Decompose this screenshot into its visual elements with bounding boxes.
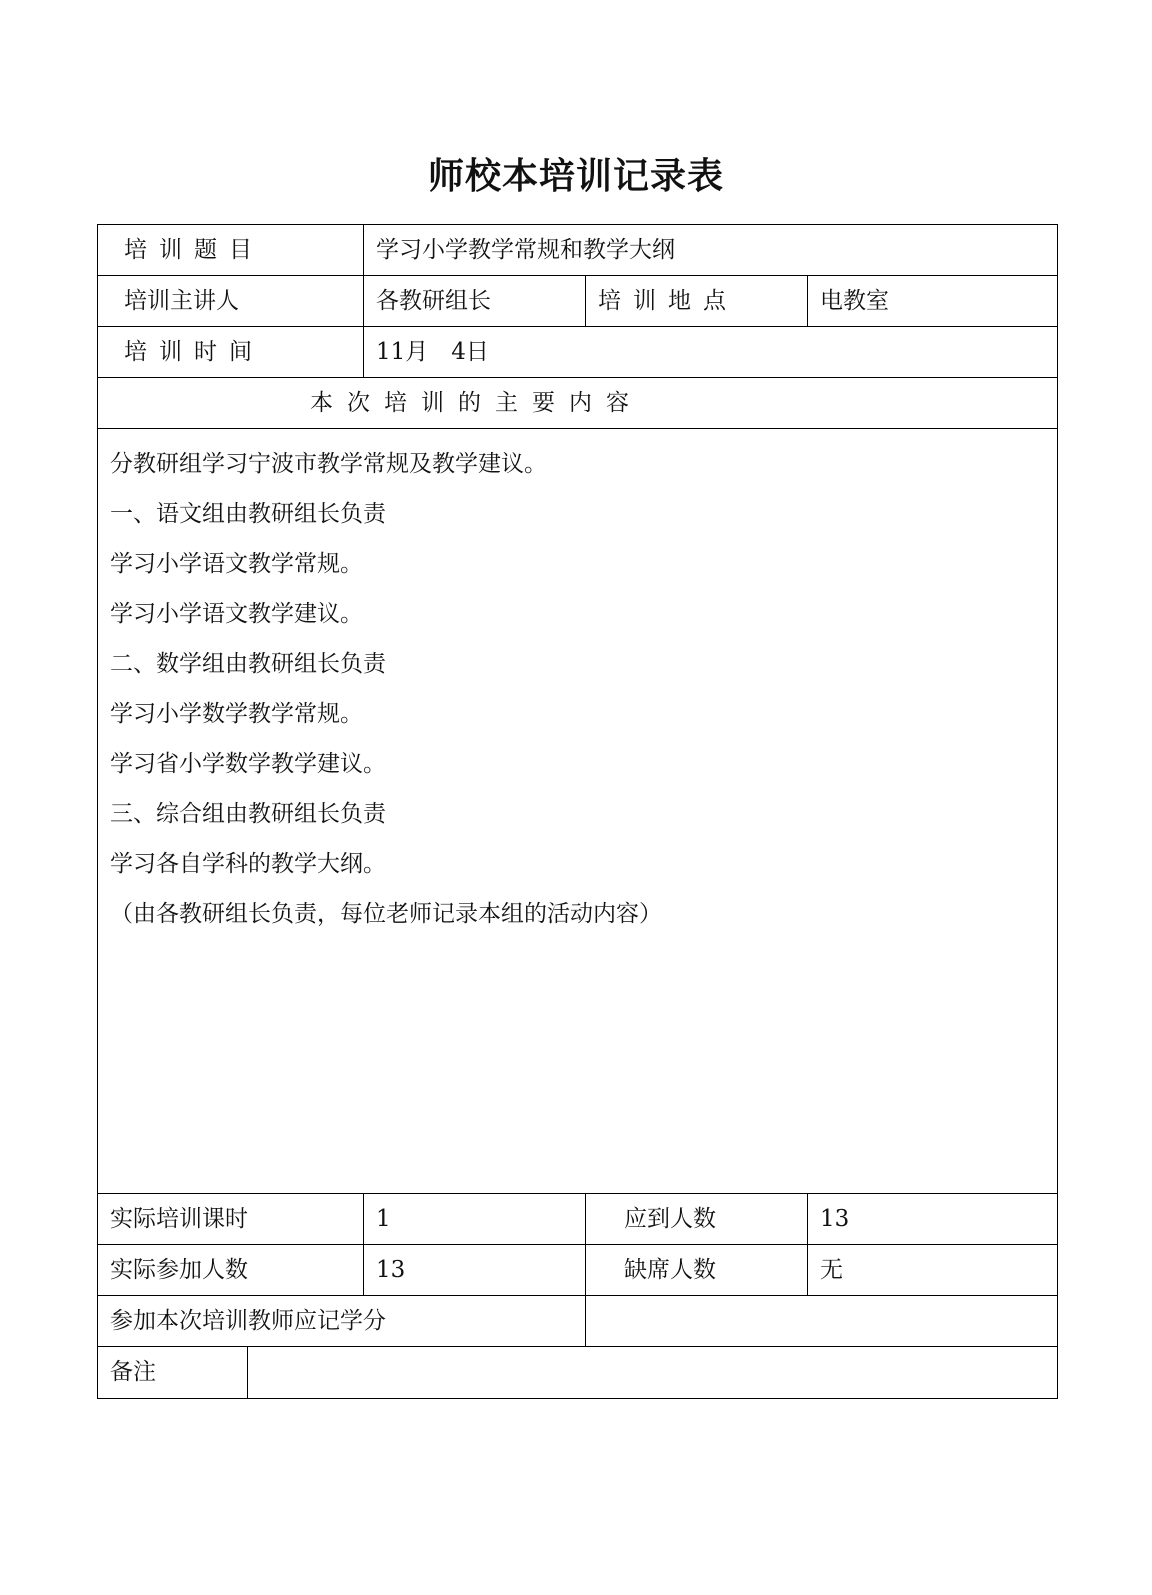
time-row bbox=[98, 327, 1058, 378]
topic-value[interactable]: 学习小学教学常规和教学大纲 bbox=[364, 225, 1058, 276]
speaker-label: 培训主讲人 bbox=[98, 276, 364, 327]
remarks-row bbox=[98, 1347, 1058, 1399]
hours-row bbox=[98, 1194, 1058, 1245]
content-line: （由各教研组长负责，每位老师记录本组的活动内容） bbox=[110, 901, 662, 927]
location-label: 培训地点 bbox=[586, 276, 808, 327]
content-line: 学习省小学数学教学建议。 bbox=[110, 751, 386, 777]
content-header-row bbox=[98, 378, 1058, 429]
expected-value[interactable]: 13 bbox=[808, 1194, 1058, 1245]
time-value[interactable]: 11月 4日 bbox=[364, 327, 1058, 378]
attended-label: 实际参加人数 bbox=[98, 1245, 364, 1296]
training-record-table bbox=[97, 224, 1058, 1399]
content-line: 分教研组学习宁波市教学常规及教学建议。 bbox=[110, 451, 547, 477]
content-line: 学习各自学科的教学大纲。 bbox=[110, 851, 386, 877]
attendance-row bbox=[98, 1245, 1058, 1296]
hours-label: 实际培训课时 bbox=[98, 1194, 364, 1245]
content-body[interactable] bbox=[98, 429, 1058, 1194]
time-label: 培训时间 bbox=[98, 327, 364, 378]
expected-label: 应到人数 bbox=[586, 1194, 808, 1245]
credit-row bbox=[98, 1296, 1058, 1347]
remarks-label: 备注 bbox=[98, 1347, 248, 1399]
content-line: 一、语文组由教研组长负责 bbox=[110, 501, 386, 527]
attended-value[interactable]: 13 bbox=[364, 1245, 586, 1296]
topic-row bbox=[98, 225, 1058, 276]
speaker-row bbox=[98, 276, 1058, 327]
absent-value[interactable]: 无 bbox=[808, 1245, 1058, 1296]
credit-value[interactable] bbox=[586, 1296, 1058, 1347]
content-line: 学习小学语文教学建议。 bbox=[110, 601, 363, 627]
content-line: 二、数学组由教研组长负责 bbox=[110, 651, 386, 677]
remarks-value[interactable] bbox=[248, 1347, 1058, 1399]
content-header: 本次培训的主要内容 bbox=[98, 378, 1058, 429]
page-title: 师校本培训记录表 bbox=[427, 156, 724, 197]
topic-label: 培训题目 bbox=[98, 225, 364, 276]
credit-label: 参加本次培训教师应记学分 bbox=[98, 1296, 586, 1347]
location-value[interactable]: 电教室 bbox=[808, 276, 1058, 327]
content-line: 学习小学数学教学常规。 bbox=[110, 701, 363, 727]
content-line: 三、综合组由教研组长负责 bbox=[110, 801, 386, 827]
absent-label: 缺席人数 bbox=[586, 1245, 808, 1296]
speaker-value[interactable]: 各教研组长 bbox=[364, 276, 586, 327]
content-line: 学习小学语文教学常规。 bbox=[110, 551, 363, 577]
hours-value[interactable]: 1 bbox=[364, 1194, 586, 1245]
content-row bbox=[98, 429, 1058, 1194]
